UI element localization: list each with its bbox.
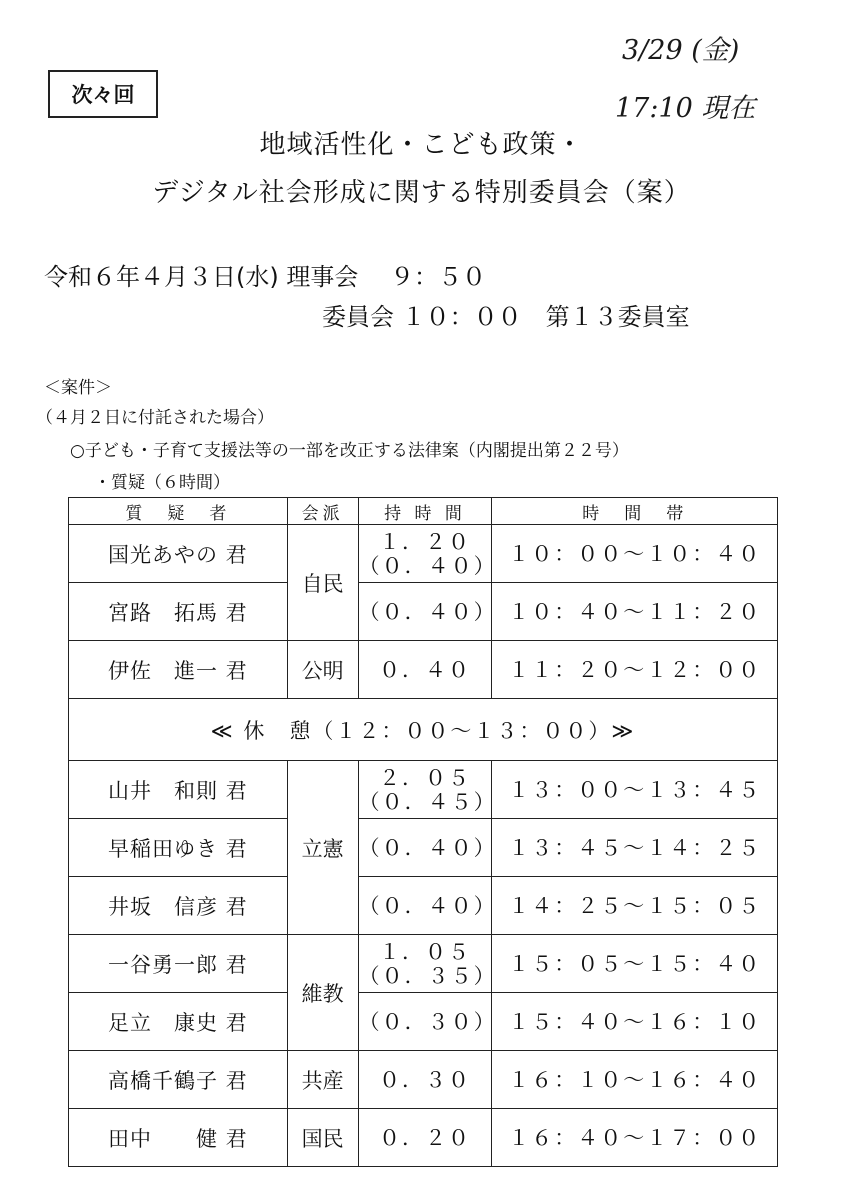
header-questioner: 質 疑 者: [69, 498, 288, 525]
faction-cell: 共産: [287, 1051, 358, 1109]
time-slot: １５：４０～１６：１０: [492, 993, 778, 1051]
agenda-item: ・質疑（６時間）: [94, 473, 230, 493]
allotted-time: ０．２０: [358, 1109, 492, 1167]
time-slot: １０：００～１０：４０: [492, 525, 778, 583]
header-faction: 会派: [287, 498, 358, 525]
allotted-time: ２．０５ （０．４５）: [358, 761, 492, 819]
questioner-name: 井坂 信彦 君: [69, 877, 288, 935]
break-row: [69, 699, 778, 761]
allotted-time: （０．３０）: [358, 993, 492, 1051]
questioner-schedule-table: [68, 497, 778, 1167]
header-allotted-time: 持 時 間: [358, 498, 492, 525]
table-row: [69, 641, 778, 699]
time-slot: １０：４０～１１：２０: [492, 583, 778, 641]
allotted-time: （０．４０）: [358, 819, 492, 877]
handwritten-time-note: 17:10 現在: [615, 93, 756, 124]
agenda-heading: ＜案件＞: [44, 378, 112, 398]
allotted-time: （０．４０）: [358, 877, 492, 935]
time-slot: １５：０５～１５：４０: [492, 935, 778, 993]
table-row: [69, 525, 778, 583]
break-label: ≪ 休 憩（１２：００～１３：００）≫: [69, 699, 778, 761]
allotted-time: ０．４０: [358, 641, 492, 699]
committee-title-line1: 地域活性化・こども政策・: [259, 130, 584, 160]
faction-cell: 維教: [287, 935, 358, 1051]
table-header-row: [69, 498, 778, 525]
meeting-date-line: 令和６年４月３日(水) 理事会 ９：５０: [44, 263, 486, 291]
agenda-condition: （４月２日に付託された場合）: [36, 408, 274, 428]
table-row: [69, 583, 778, 641]
time-slot: １３：４５～１４：２５: [492, 819, 778, 877]
table-row: [69, 1051, 778, 1109]
allotted-time: １．０５ （０．３５）: [358, 935, 492, 993]
time-slot: １１：２０～１２：００: [492, 641, 778, 699]
faction-cell: 国民: [287, 1109, 358, 1167]
handwritten-date-note: 3/29 (金): [622, 35, 740, 66]
table-row: [69, 1109, 778, 1167]
faction-cell: 自民: [287, 525, 358, 641]
questioner-name: 宮路 拓馬 君: [69, 583, 288, 641]
allotted-time: （０．４０）: [358, 583, 492, 641]
next-next-session-tag: 次々回: [48, 70, 158, 118]
allotted-time: １．２０ （０．４０）: [358, 525, 492, 583]
questioner-name: 田中 健 君: [69, 1109, 288, 1167]
table-row: [69, 819, 778, 877]
time-slot: １４：２５～１５：０５: [492, 877, 778, 935]
table-row: [69, 877, 778, 935]
committee-title-line2: デジタル社会形成に関する特別委員会（案）: [152, 178, 691, 208]
questioner-name: 一谷勇一郎 君: [69, 935, 288, 993]
time-slot: １６：１０～１６：４０: [492, 1051, 778, 1109]
table-row: [69, 935, 778, 993]
agenda-bill: ○子ども・子育て支援法等の一部を改正する法律案（内閣提出第２２号）: [70, 441, 629, 461]
questioner-name: 山井 和則 君: [69, 761, 288, 819]
table-row: [69, 993, 778, 1051]
questioner-name: 国光あやの 君: [69, 525, 288, 583]
questioner-name: 早稲田ゆき 君: [69, 819, 288, 877]
time-slot: １６：４０～１７：００: [492, 1109, 778, 1167]
allotted-time: ０．３０: [358, 1051, 492, 1109]
questioner-name: 足立 康史 君: [69, 993, 288, 1051]
time-slot: １３：００～１３：４５: [492, 761, 778, 819]
faction-cell: 公明: [287, 641, 358, 699]
table-row: [69, 761, 778, 819]
questioner-name: 伊佐 進一 君: [69, 641, 288, 699]
questioner-name: 高橋千鶴子 君: [69, 1051, 288, 1109]
committee-room-line: 委員会 １０：００ 第１３委員室: [322, 303, 690, 331]
header-time-slot: 時 間 帯: [492, 498, 778, 525]
faction-cell: 立憲: [287, 761, 358, 935]
